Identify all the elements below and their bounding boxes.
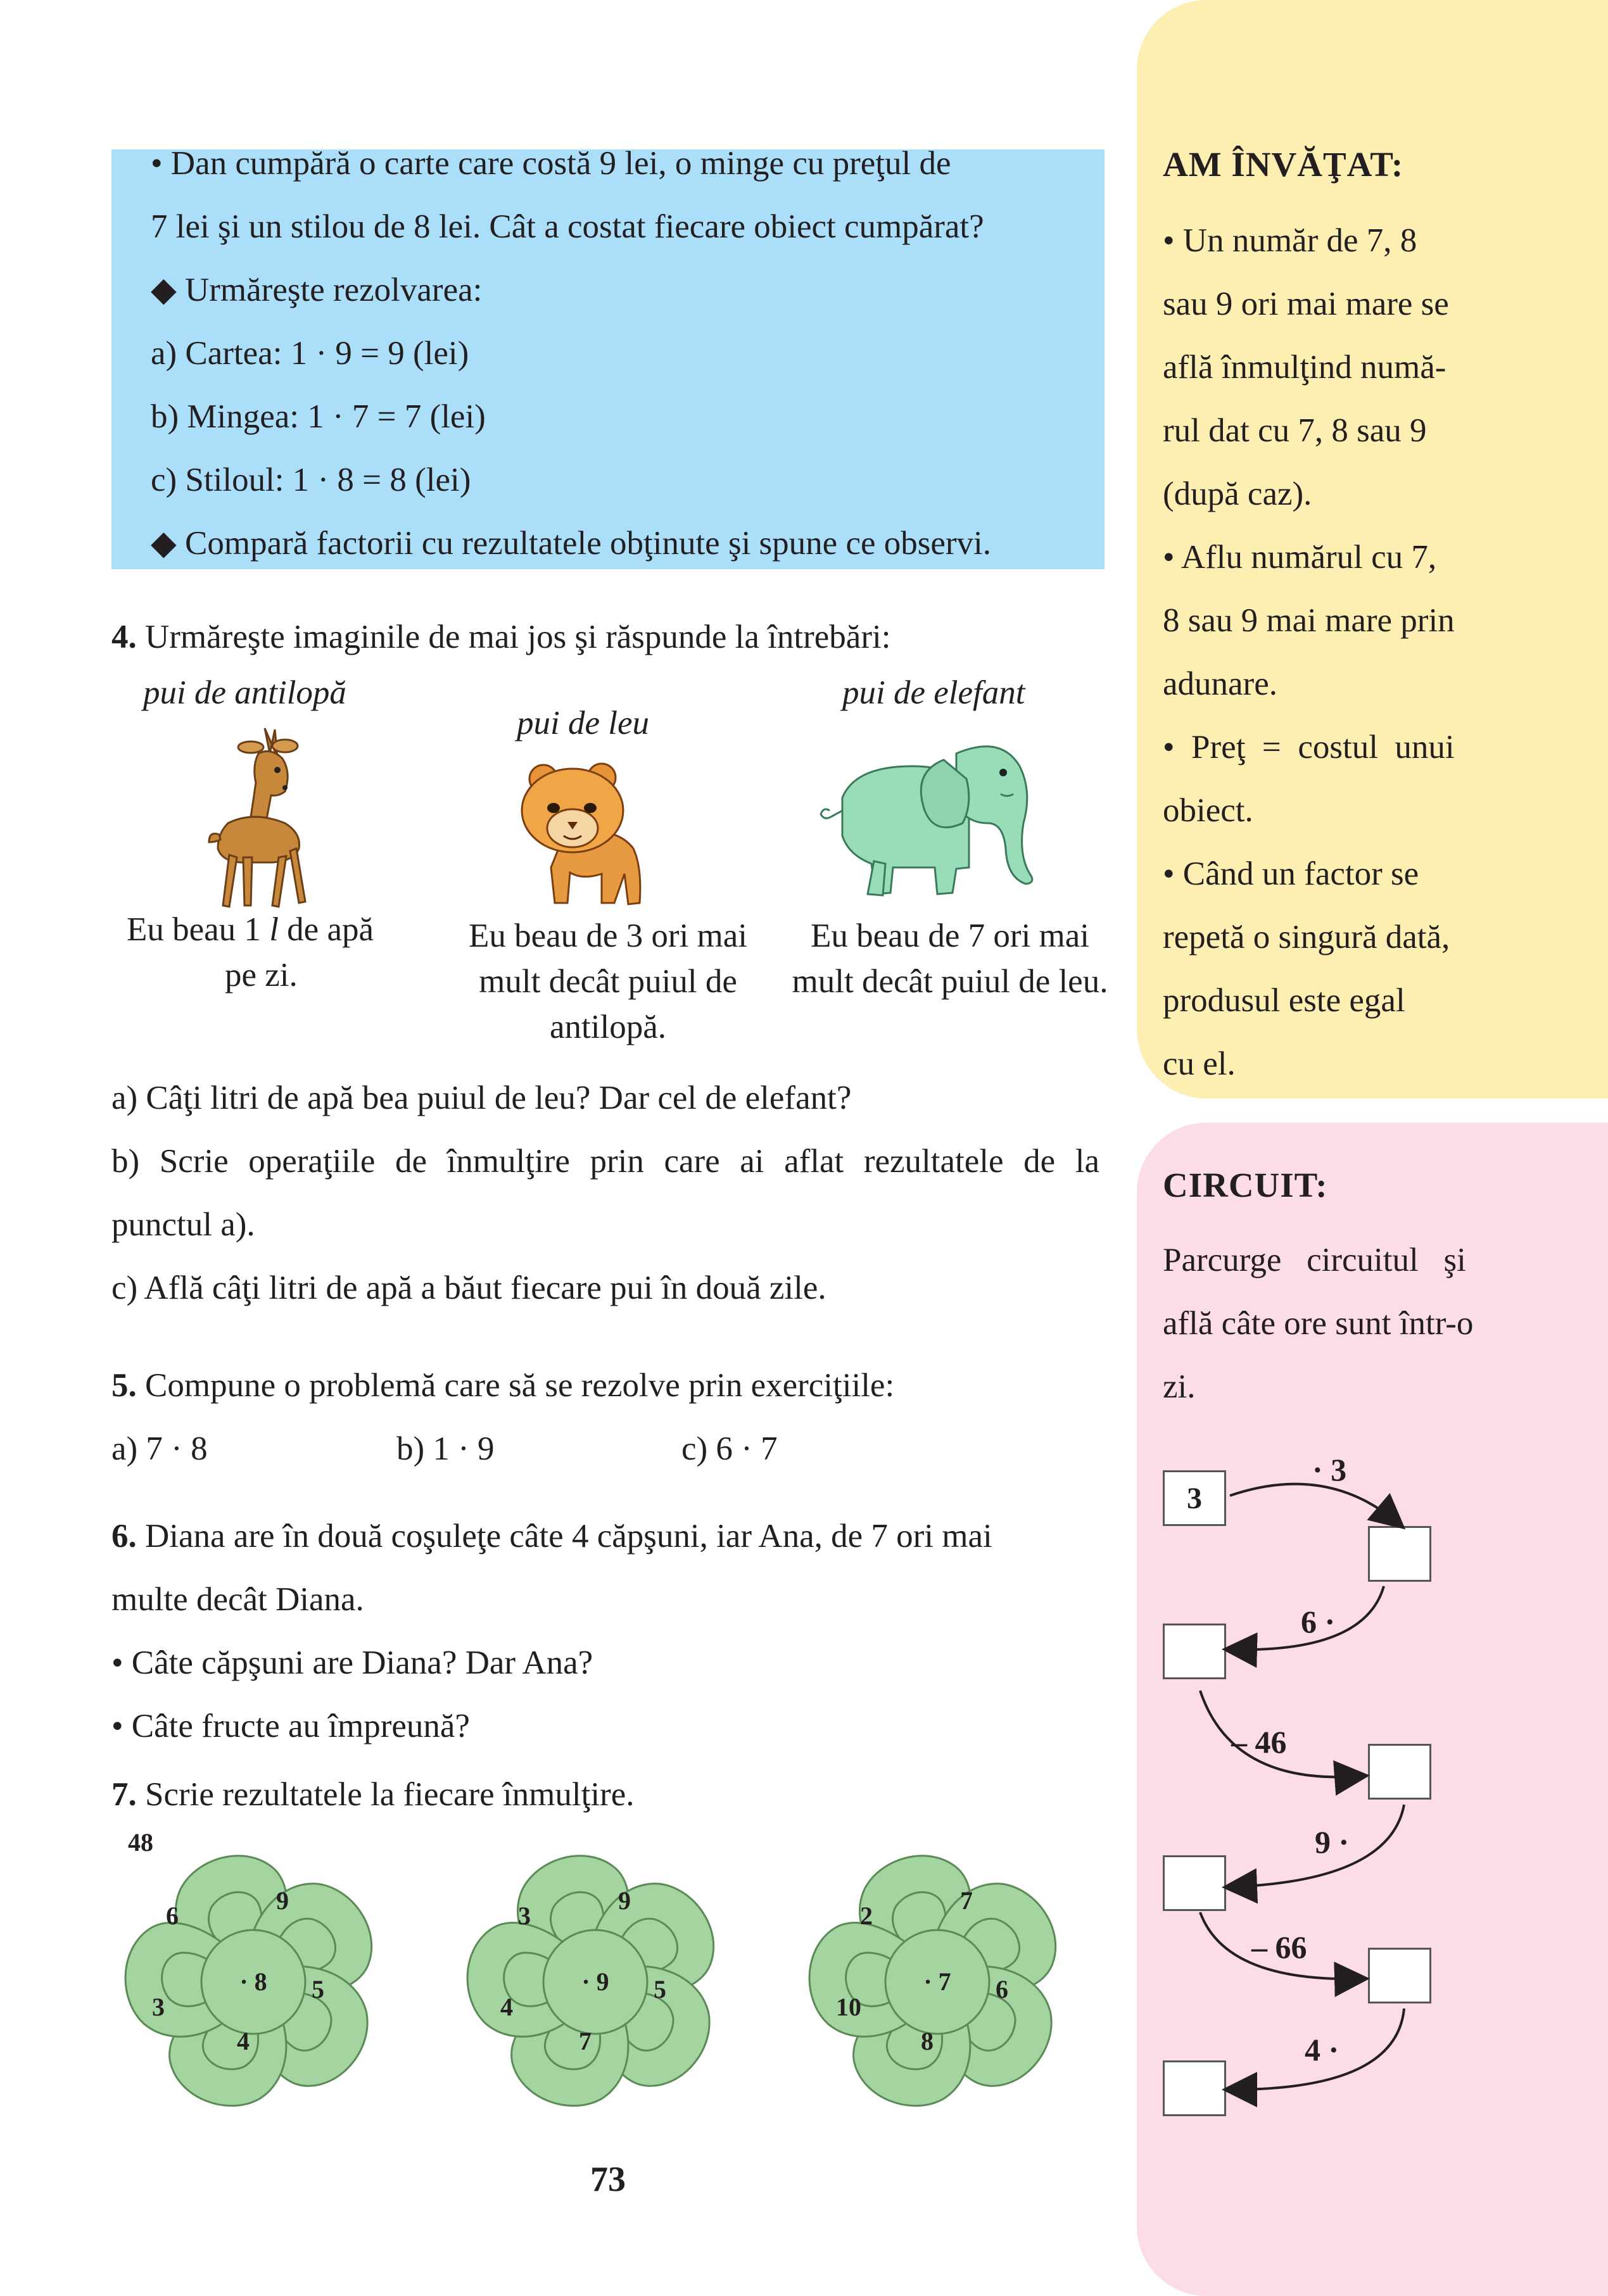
learned-line: • Aflu numărul cu 7, — [1163, 539, 1437, 576]
example-line-1: • Dan cumpără o carte care costă 9 lei, o minge cu preţul de — [151, 145, 951, 182]
circuit-line: află câte ore sunt într-o — [1163, 1305, 1474, 1342]
antelope-name: pui de antilopă — [143, 674, 346, 711]
circuit-op-3: – 46 — [1231, 1724, 1287, 1760]
question-c: c) Află câţi litri de apă a băut fiecare pui în două zile. — [111, 1270, 826, 1306]
exercise-6-line-1: 6. Diana are în două coşuleţe câte 4 căpşuni, iar Ana, de 7 ori mai — [111, 1518, 992, 1555]
learned-line: 8 sau 9 mai mare prin — [1163, 602, 1455, 639]
example-line-2: 7 lei şi un stilou de 8 lei. Cât a costat fiecare obiect cumpărat? — [151, 208, 984, 245]
question-b-line-2: punctul a). — [111, 1206, 255, 1243]
exercise-5-title: 5. Compune o problemă care să se rezolve prin exerciţiile: — [111, 1367, 895, 1404]
circuit-op-1: · 3 — [1312, 1452, 1347, 1487]
petal-number: 3 — [518, 1902, 531, 1931]
flower-center: · 9 — [581, 1967, 609, 1996]
petal-number: 3 — [152, 1993, 165, 2022]
circuit-start-box: 3 — [1163, 1470, 1226, 1526]
learned-line: sau 9 ori mai mare se — [1163, 286, 1449, 322]
petal-number: 9 — [276, 1886, 289, 1915]
learned-line: • Când un factor se — [1163, 855, 1419, 892]
lion-caption: Eu beau de 3 ori mai mult decât puiul de antilopă. — [468, 918, 748, 1045]
petal-number: 2 — [860, 1902, 873, 1931]
learned-text — [1163, 209, 1581, 1095]
petal-number: 5 — [654, 1975, 666, 2004]
flower-2 — [465, 1841, 734, 2119]
circuit-op-5: – 66 — [1251, 1929, 1307, 1965]
exercise-4-title — [111, 621, 890, 654]
circuit-arrows — [1137, 1425, 1608, 2140]
petal-number: 7 — [579, 2027, 592, 2056]
petal-number: 6 — [996, 1975, 1008, 2004]
flowers-area — [95, 1817, 1140, 2147]
learned-line: află înmulţind numă- — [1163, 349, 1447, 386]
circuit-text — [1163, 1228, 1581, 1418]
petal-number: 10 — [836, 1993, 861, 2022]
petal-number: 4 — [500, 1993, 513, 2022]
learned-line: (după caz). — [1163, 476, 1312, 512]
petal-number: 7 — [960, 1886, 973, 1915]
circuit-op-4: 9 · — [1315, 1824, 1350, 1860]
elephant-icon — [817, 728, 1058, 912]
flower-result: 48 — [128, 1828, 153, 1857]
petal-number: 5 — [312, 1975, 324, 2004]
exercise-5-b: b) 1 · 9 — [396, 1430, 495, 1467]
lion-name: pui de leu — [517, 705, 649, 741]
exercise-6-line-2: multe decât Diana. — [111, 1581, 364, 1618]
learned-line: produsul este egal — [1163, 982, 1405, 1019]
exercise-text: Urmăreşte imaginile de mai jos şi răspunde la întrebări: — [136, 619, 891, 655]
antelope-icon — [190, 722, 342, 912]
example-line-4: a) Cartea: 1 · 9 = 9 (lei) — [151, 335, 469, 372]
question-b-line-1: b) Scrie operaţiile de înmulţire prin care ai aflat rezultatele de la — [111, 1143, 1099, 1180]
circuit-op-6: 4 · — [1305, 2032, 1339, 2067]
exercise-5-c: c) 6 · 7 — [681, 1430, 778, 1467]
question-a: a) Câţi litri de apă bea puiul de leu? Dar cel de elefant? — [111, 1080, 852, 1116]
petal-number: 4 — [237, 2027, 250, 2056]
exercise-7-title: 7. Scrie rezultatele la fiecare înmulţire. — [111, 1776, 635, 1813]
antelope-caption-line-2: pe zi. — [225, 957, 298, 993]
petal-number: 9 — [618, 1886, 631, 1915]
learned-line: • Un număr de 7, 8 — [1163, 222, 1417, 259]
learned-line: rul dat cu 7, 8 sau 9 — [1163, 412, 1427, 449]
page-number: 73 — [590, 2160, 626, 2199]
example-line-6: c) Stiloul: 1 · 8 = 8 (lei) — [151, 462, 471, 498]
exercise-number: 4. — [111, 619, 137, 655]
learned-title: AM ÎNVĂŢAT: — [1163, 145, 1404, 184]
circuit-title: CIRCUIT: — [1163, 1166, 1328, 1204]
elephant-caption: Eu beau de 7 ori mai mult decât puiul de leu. — [792, 918, 1108, 1000]
petal-number: 6 — [166, 1902, 179, 1931]
petal-number: 8 — [921, 2027, 934, 2056]
antelope-caption-line-1: Eu beau 1 l de apă — [127, 911, 374, 948]
circuit-line: zi. — [1163, 1368, 1196, 1405]
elephant-name: pui de elefant — [842, 674, 1025, 711]
circuit-op-2: 6 · — [1301, 1604, 1336, 1639]
learned-line: cu el. — [1163, 1045, 1236, 1082]
exercise-6-question-1: • Câte căpşuni are Diana? Dar Ana? — [111, 1644, 593, 1681]
circuit-line: Parcurge circuitul şi — [1163, 1242, 1466, 1278]
example-line-7: ◆ Compară factorii cu rezultatele obţinute şi spune ce observi. — [151, 525, 992, 562]
flower-1 — [123, 1828, 392, 2119]
lion-cub-icon — [507, 754, 665, 912]
exercise-5-a: a) 7 · 8 — [111, 1430, 208, 1467]
flower-center: · 7 — [923, 1967, 951, 1996]
exercise-6-question-2: • Câte fructe au împreună? — [111, 1708, 470, 1744]
learned-line: repetă o singură dată, — [1163, 919, 1450, 956]
learned-line: obiect. — [1163, 792, 1253, 829]
flower-center: · 8 — [239, 1967, 267, 1996]
example-line-5: b) Mingea: 1 · 7 = 7 (lei) — [151, 398, 486, 435]
learned-line: adunare. — [1163, 665, 1277, 702]
learned-line: • Preţ = costul unui — [1163, 729, 1455, 766]
example-line-3: ◆ Urmăreşte rezolvarea: — [151, 272, 483, 308]
flower-3 — [807, 1841, 1076, 2119]
